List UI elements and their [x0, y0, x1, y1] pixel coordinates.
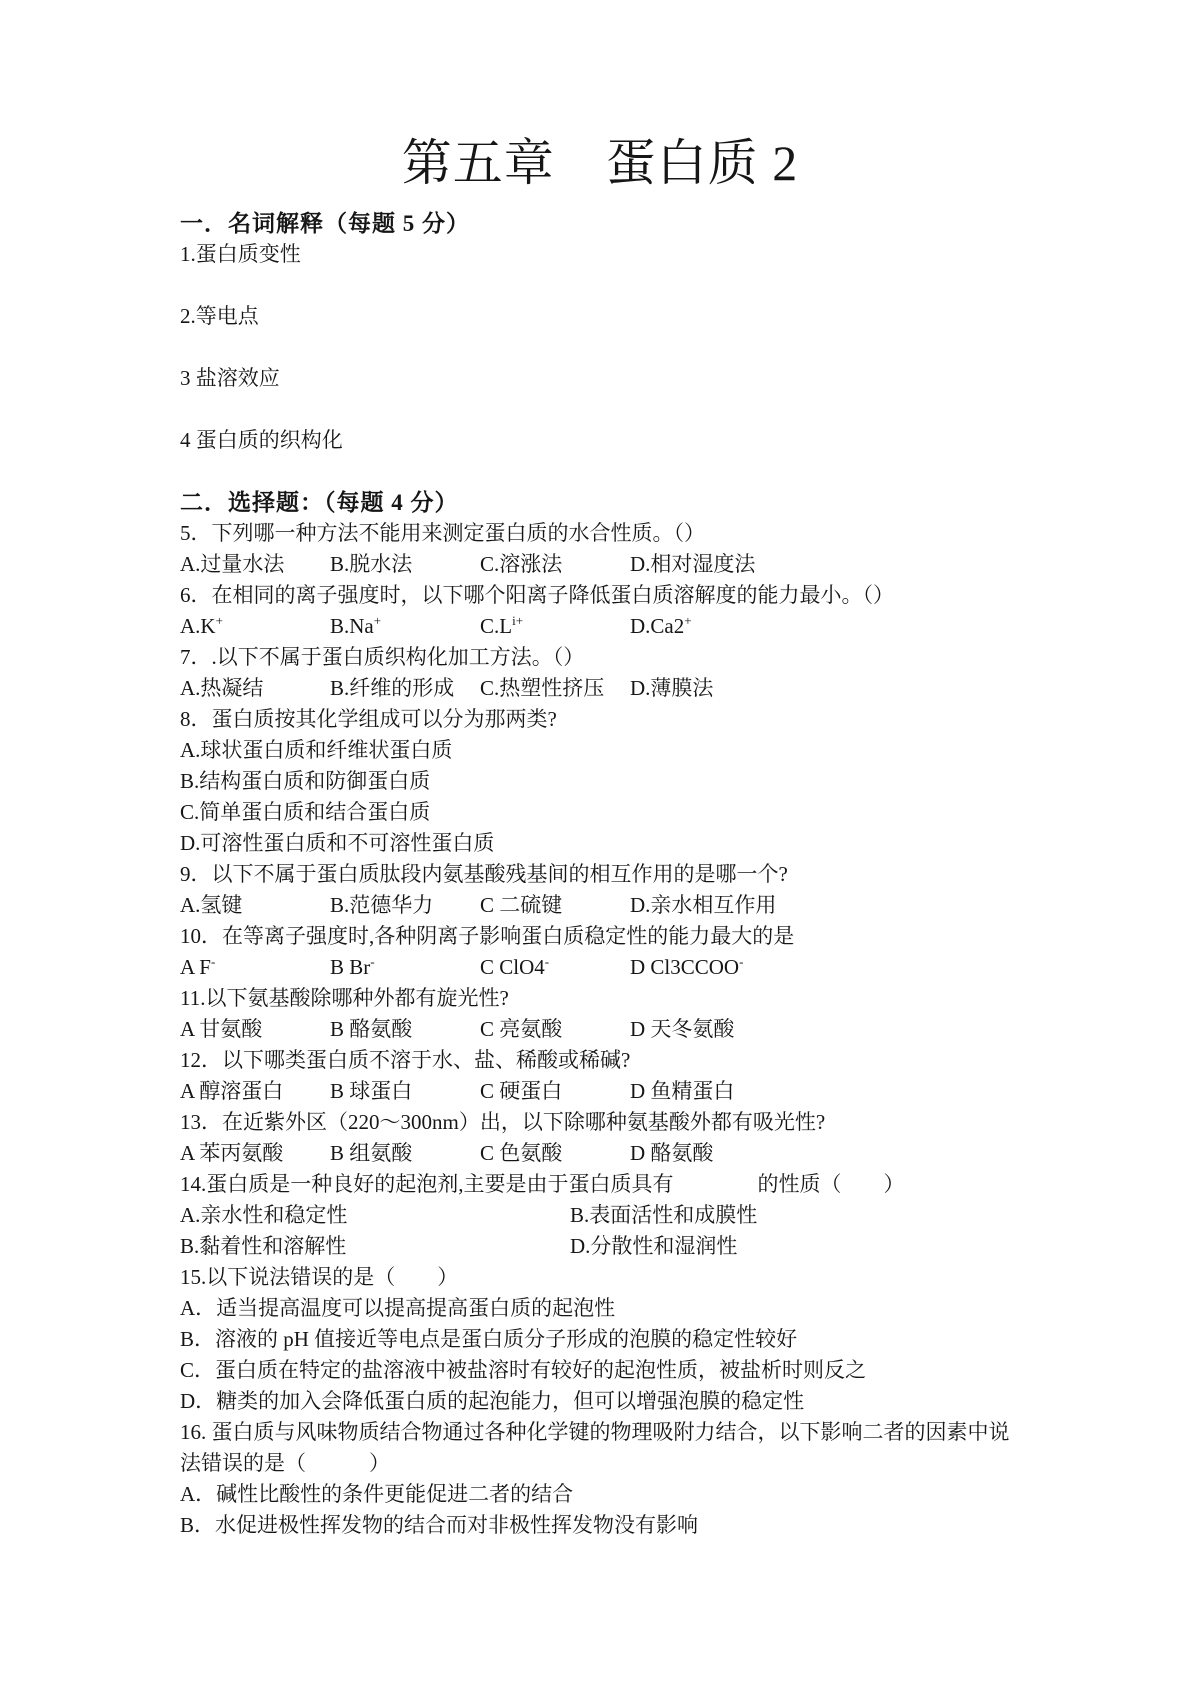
option [180, 611, 330, 642]
option-text: D 天冬氨酸 [630, 1017, 735, 1041]
option-text: B.脱水法 [330, 552, 413, 576]
option-text: D.相对湿度法 [630, 552, 756, 576]
option-text: C 二硫键 [480, 893, 563, 917]
option-text: A.球状蛋白质和纤维状蛋白质 [180, 738, 453, 762]
option [180, 1293, 615, 1324]
option-row [180, 1076, 1020, 1107]
option [180, 1076, 330, 1107]
option-row [180, 1200, 1020, 1231]
option [630, 1014, 780, 1045]
option-text: C 亮氨酸 [480, 1017, 563, 1041]
option-text: D 鱼精蛋白 [630, 1079, 735, 1103]
option-row [180, 952, 1020, 983]
option [180, 1324, 797, 1355]
option-row [180, 735, 1020, 797]
option-text: B.表面活性和成膜性 [570, 1203, 758, 1227]
option [180, 1138, 330, 1169]
option [330, 1076, 480, 1107]
option [480, 1138, 630, 1169]
option-text: B.纤维的形成 [330, 676, 455, 700]
option-text: D.可溶性蛋白质和不可溶性蛋白质 [180, 831, 495, 855]
option-text: C.L [480, 614, 513, 638]
option-text: C ClO4 [480, 955, 545, 979]
option-text: A 甘氨酸 [180, 1017, 263, 1041]
option [630, 890, 780, 921]
question [180, 580, 1020, 642]
option-text: A．适当提高温度可以提高提高蛋白质的起泡性 [180, 1296, 616, 1320]
option-text: B．水促进极性挥发物的结合而对非极性挥发物没有影响 [180, 1513, 699, 1537]
option [180, 673, 330, 704]
option-text: B．溶液的 pH 值接近等电点是蛋白质分子形成的泡膜的稳定性较好 [180, 1327, 798, 1351]
option-row [180, 1293, 1020, 1324]
option-text: C.简单蛋白质和结合蛋白质 [180, 800, 431, 824]
option-text: D.薄膜法 [630, 676, 714, 700]
question-stem: 15.以下说法错误的是（ ） [180, 1265, 459, 1289]
option-row [180, 1014, 1020, 1045]
question-stem: 法错误的是（ ） [180, 1451, 390, 1475]
question [180, 1169, 1020, 1262]
question-stem: 6．在相同的离子强度时，以下哪个阳离子降低蛋白质溶解度的能力最小。（） [180, 583, 894, 607]
option-text: D.分散性和湿润性 [570, 1234, 738, 1258]
page-title: 第五章 蛋白质 2 [401, 135, 799, 191]
option [480, 611, 630, 642]
option [180, 1200, 570, 1231]
option-text: D Cl3CCOO [630, 955, 740, 979]
option-text: D 酪氨酸 [630, 1141, 714, 1165]
term-item: 4 蛋白质的织构化 [180, 428, 343, 452]
question-stem: 10．在等离子强度时,各种阴离子影响蛋白质稳定性的能力最大的是 [180, 924, 795, 948]
option-text: A.亲水性和稳定性 [180, 1203, 348, 1227]
option-text: A．碱性比酸性的条件更能促进二者的结合 [180, 1482, 574, 1506]
question [180, 859, 1020, 921]
option-row [180, 549, 1020, 580]
question-stem: 7．.以下不属于蛋白质织构化加工方法。（） [180, 645, 585, 669]
option [180, 1479, 573, 1510]
option [180, 1014, 330, 1045]
option [330, 673, 480, 704]
option-row [180, 1138, 1020, 1169]
option [180, 828, 618, 859]
option [180, 797, 618, 828]
option [630, 673, 780, 704]
option [180, 1355, 866, 1386]
option-row [180, 611, 1020, 642]
option-text: A F [180, 955, 211, 979]
option-text: B 球蛋白 [330, 1079, 413, 1103]
option [480, 1014, 630, 1045]
option-text: D.Ca2 [630, 614, 685, 638]
question [180, 704, 1020, 859]
option [330, 890, 480, 921]
option-text: A.热凝结 [180, 676, 264, 700]
option-row [180, 1324, 1020, 1355]
option-text: D.亲水相互作用 [630, 893, 777, 917]
option [480, 1076, 630, 1107]
question-stem: 8．蛋白质按其化学组成可以分为那两类? [180, 707, 557, 731]
option [480, 952, 630, 983]
option-row [180, 673, 1020, 704]
option-text: A 苯丙氨酸 [180, 1141, 284, 1165]
option-text: B Br [330, 955, 371, 979]
question [180, 983, 1020, 1045]
term-item: 3 盐溶效应 [180, 366, 280, 390]
option-text: C 硬蛋白 [480, 1079, 563, 1103]
option-text: B.范德华力 [330, 893, 434, 917]
option-row [180, 797, 1020, 859]
option-superscript: + [215, 613, 223, 628]
option-row [180, 1386, 1020, 1417]
terms-list [180, 239, 1020, 456]
option-text: C．蛋白质在特定的盐溶液中被盐溶时有较好的起泡性质，被盐析时则反之 [180, 1358, 867, 1382]
question-stem: 13．在近紫外区（220～300nm）出，以下除哪种氨基酸外都有吸光性? [180, 1110, 826, 1134]
option [630, 611, 780, 642]
option [180, 952, 330, 983]
section-choice-heading: 二．选择题：（每题 4 分） [180, 490, 459, 515]
option-row [180, 1479, 1020, 1510]
option [330, 549, 480, 580]
option-text: B 酪氨酸 [330, 1017, 413, 1041]
option [630, 1138, 780, 1169]
option [630, 1076, 780, 1107]
question [180, 518, 1020, 580]
option-text: B 组氨酸 [330, 1141, 413, 1165]
question [180, 1417, 1020, 1541]
option [180, 890, 330, 921]
option-superscript: - [370, 954, 375, 969]
question [180, 1262, 1020, 1417]
question-stem: 9．以下不属于蛋白质肽段内氨基酸残基间的相互作用的是哪一个? [180, 862, 788, 886]
option-superscript: - [739, 954, 744, 969]
option-row [180, 1355, 1020, 1386]
question-stem: 16. 蛋白质与风味物质结合物通过各种化学键的物理吸附力结合，以下影响二者的因素中说 [180, 1420, 1010, 1444]
option-text: D．糖类的加入会降低蛋白质的起泡能力，但可以增强泡膜的稳定性 [180, 1389, 805, 1413]
question-stem: 12．以下哪类蛋白质不溶于水、盐、稀酸或稀碱? [180, 1048, 631, 1072]
option [630, 549, 780, 580]
option [480, 890, 630, 921]
question-stem: 5．下列哪一种方法不能用来测定蛋白质的水合性质。（） [180, 521, 705, 545]
option-row [180, 890, 1020, 921]
option-text: B.黏着性和溶解性 [180, 1234, 347, 1258]
option [330, 611, 480, 642]
option [330, 1138, 480, 1169]
option [180, 1231, 570, 1262]
option [180, 549, 330, 580]
option-row [180, 1231, 1020, 1262]
option-superscript: + [684, 613, 692, 628]
question-stem: 11.以下氨基酸除哪种外都有旋光性? [180, 986, 509, 1010]
option-superscript: - [544, 954, 550, 969]
option [570, 1231, 960, 1262]
option [180, 1510, 698, 1541]
option-superscript: - [210, 954, 216, 969]
option [180, 1386, 804, 1417]
section-terms-heading: 一．名词解释（每题 5 分） [180, 211, 470, 236]
option [630, 952, 780, 983]
option [480, 673, 630, 704]
option-text: A.过量水法 [180, 552, 285, 576]
option-superscript: i+ [512, 613, 524, 628]
option [480, 549, 630, 580]
term-item: 2.等电点 [180, 304, 259, 328]
question [180, 921, 1020, 983]
question [180, 642, 1020, 704]
option [180, 735, 618, 766]
option-text: B.结构蛋白质和防御蛋白质 [180, 769, 431, 793]
option-text: A 醇溶蛋白 [180, 1079, 284, 1103]
option-text: C.溶涨法 [480, 552, 563, 576]
option-text: A.K [180, 614, 216, 638]
question [180, 1045, 1020, 1107]
option-text: C.热塑性挤压 [480, 676, 605, 700]
option-row [180, 1510, 1020, 1541]
questions-list [180, 518, 1020, 1541]
question [180, 1107, 1020, 1169]
option-text: C 色氨酸 [480, 1141, 563, 1165]
option [330, 952, 480, 983]
option-superscript: + [373, 613, 382, 628]
option-text: B.Na [330, 614, 374, 638]
term-item: 1.蛋白质变性 [180, 242, 301, 266]
question-stem: 14.蛋白质是一种良好的起泡剂,主要是由于蛋白质具有 的性质（ ） [180, 1172, 905, 1196]
option [570, 1200, 960, 1231]
option-text: A.氢键 [180, 893, 243, 917]
option [330, 1014, 480, 1045]
option [180, 766, 618, 797]
